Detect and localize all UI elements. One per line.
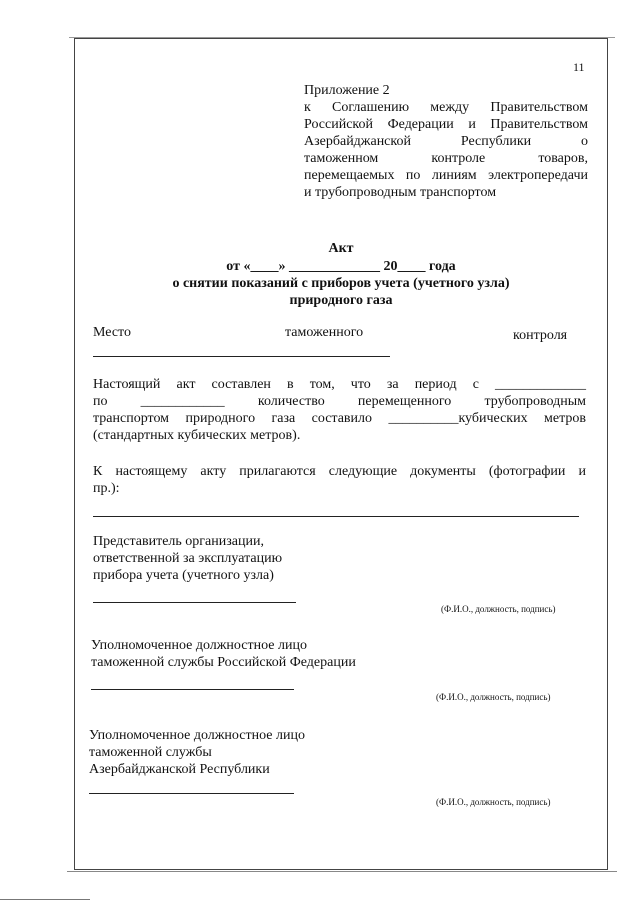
appendix-word: таможенном xyxy=(304,151,379,166)
appendix-line xyxy=(304,133,588,150)
act-date-line: от «____» _____________ 20____ года xyxy=(226,259,456,274)
act-subtitle: природного газа xyxy=(289,293,393,308)
appendix-word: о xyxy=(581,134,588,149)
body-text: по ____________ количество перемещенного трубопроводным xyxy=(93,394,586,409)
appendix-line: Российской Федерации и Правительством xyxy=(304,117,588,132)
appendix-line: к Соглашению между Правительством xyxy=(304,100,588,115)
appendix-word: Республики xyxy=(460,134,532,149)
place-blank-line xyxy=(93,356,390,357)
appendix-word: Азербайджанской xyxy=(304,134,411,149)
appendix-line: перемещаемых по линиям электропередачи xyxy=(304,168,588,183)
scan-edge-line xyxy=(0,899,90,900)
signature-line xyxy=(93,602,296,603)
appendix-line xyxy=(304,150,588,167)
signature-label: Уполномоченное должностное лицо xyxy=(89,728,305,743)
act-title: Акт xyxy=(328,241,354,256)
appendix-word: контроле xyxy=(431,151,486,166)
body-text: Настоящий акт составлен в том, что за период с _____________ xyxy=(93,377,586,392)
signature-label: ответственной за эксплуатацию xyxy=(93,551,283,566)
signature-label: Азербайджанской Республики xyxy=(89,762,270,777)
place-label: контроля xyxy=(513,328,568,343)
signature-hint: (Ф.И.О., должность, подпись) xyxy=(441,604,556,614)
signature-label: таможенной службы xyxy=(89,745,212,760)
signature-hint: (Ф.И.О., должность, подпись) xyxy=(436,692,551,702)
page-number: 11 xyxy=(573,60,585,74)
act-subtitle: о снятии показаний с приборов учета (учетного узла) xyxy=(172,276,510,291)
body-text: пр.): xyxy=(93,481,120,496)
body-text: транспортом природного газа составило __________кубических метров xyxy=(93,411,586,426)
signature-hint: (Ф.И.О., должность, подпись) xyxy=(436,797,551,807)
body-text: (стандартных кубических метров). xyxy=(93,428,301,443)
signature-label: Уполномоченное должностное лицо xyxy=(91,638,307,653)
signature-label: прибора учета (учетного узла) xyxy=(93,568,274,583)
signature-label: Представитель организации, xyxy=(93,534,264,549)
appendix-title: Приложение 2 xyxy=(304,83,390,98)
signature-line xyxy=(91,689,294,690)
signature-line xyxy=(89,793,294,794)
body-text: К настоящему акту прилагаются следующие документы (фотографии и xyxy=(93,464,586,479)
appendix-word: товаров, xyxy=(538,151,588,166)
appendix-header xyxy=(304,82,588,201)
signature-label: таможенной службы Российской Федерации xyxy=(91,655,356,670)
documents-blank-line xyxy=(93,516,579,517)
place-label: таможенного xyxy=(285,325,364,340)
place-label: Место xyxy=(93,325,131,340)
appendix-line: и трубопроводным транспортом xyxy=(304,185,497,200)
